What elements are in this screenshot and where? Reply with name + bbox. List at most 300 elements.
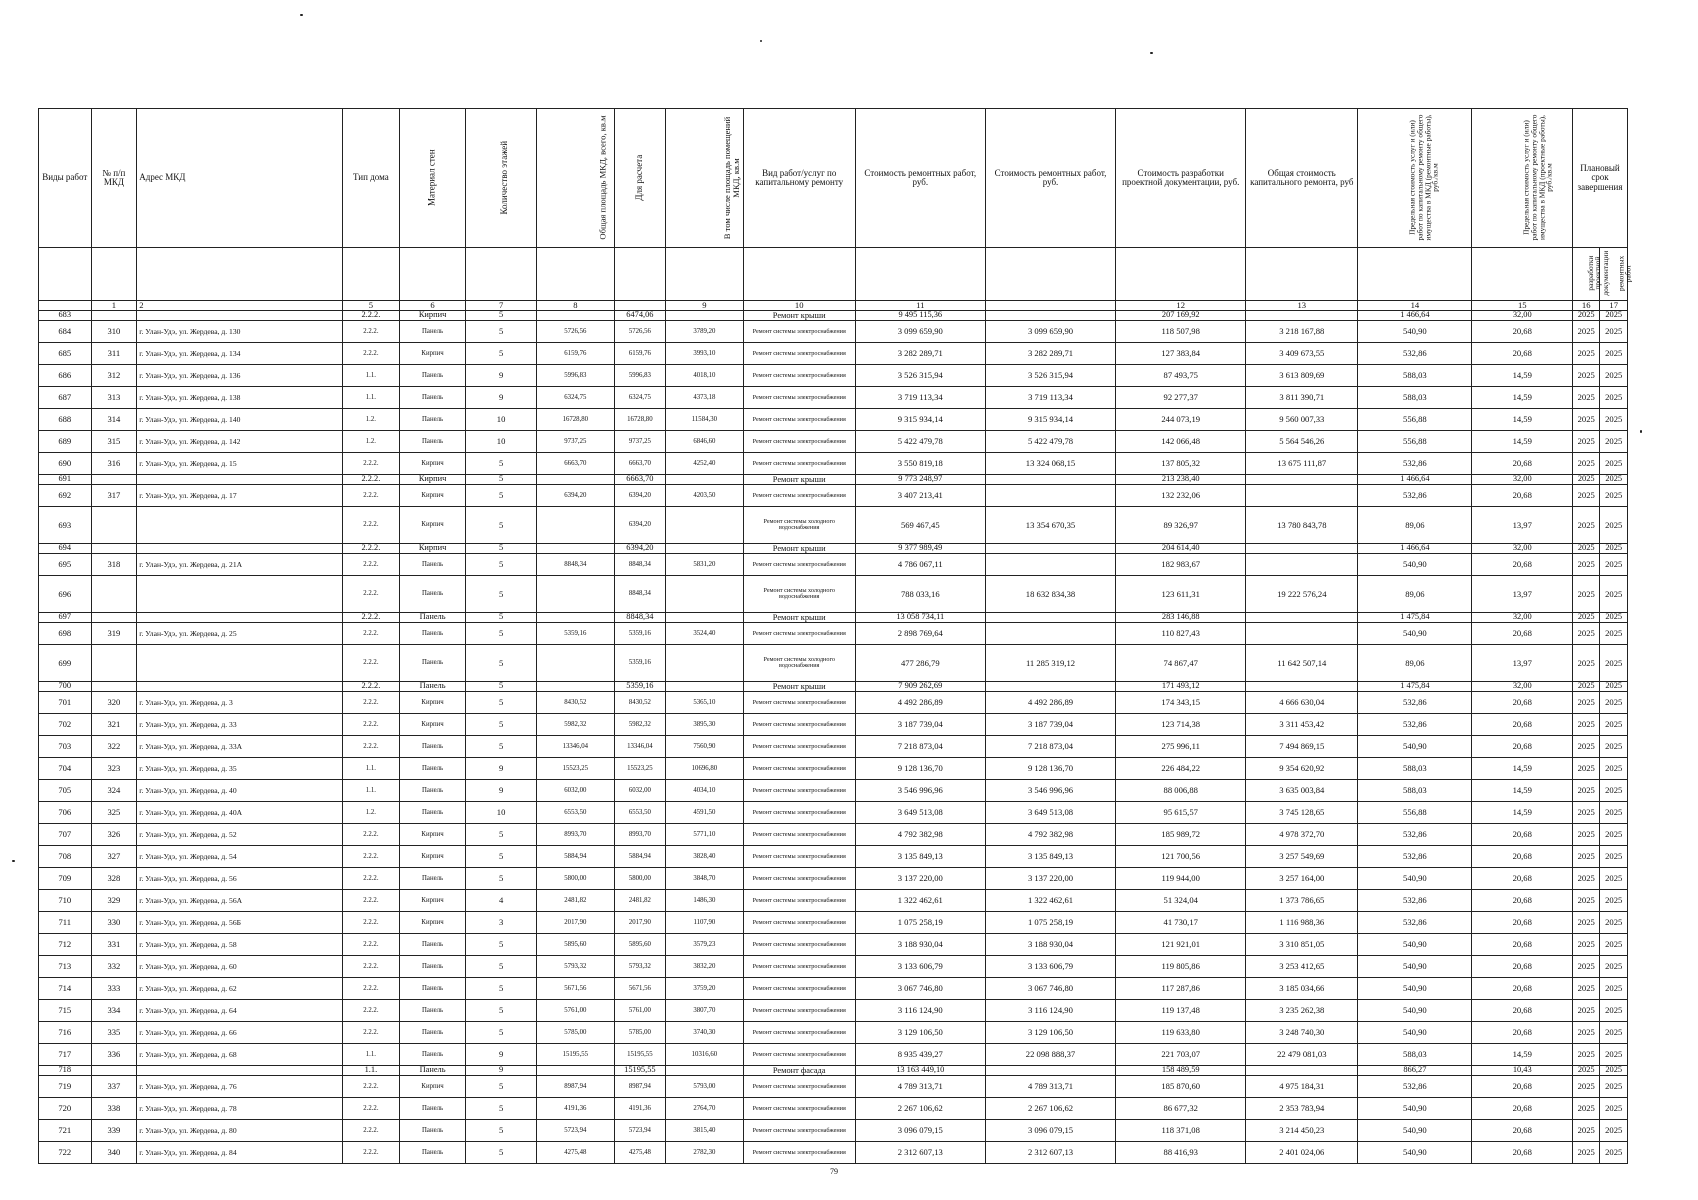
cell-calc-area: 4191,36: [614, 1098, 665, 1120]
cell-total-area: 6394,20: [537, 485, 615, 507]
cell-deadline-design: 2025: [1573, 824, 1600, 846]
cell-floors: 4: [466, 890, 537, 912]
cell-wall-material: Панель: [399, 780, 465, 802]
cell-limit-design: 20,68: [1472, 485, 1573, 507]
cell-row-index: 697: [39, 613, 92, 623]
table-row: [39, 890, 1628, 912]
cell-work-type: Ремонт системы электроснабжения: [743, 453, 855, 475]
cell-deadline-design: 2025: [1573, 1000, 1600, 1022]
cell-calc-area: 6663,70: [614, 475, 665, 485]
cell-premises-area: 7560,90: [666, 736, 744, 758]
cell-design-cost: 86 677,32: [1116, 1098, 1246, 1120]
cell-wall-material: Панель: [399, 321, 465, 343]
cell-premises-area: 1486,30: [666, 890, 744, 912]
cell-limit-design: 14,59: [1472, 1044, 1573, 1066]
cell-repair-cost-total: [985, 1066, 1115, 1076]
cell-design-cost: 244 073,19: [1116, 409, 1246, 431]
cell-work-type: Ремонт системы электроснабжения: [743, 890, 855, 912]
cell-premises-area: 4252,40: [666, 453, 744, 475]
cell-wall-material: Панель: [399, 554, 465, 576]
cell-mkd-number: [91, 613, 137, 623]
table-row: [39, 736, 1628, 758]
cell-mkd-number: 326: [91, 824, 137, 846]
cell-row-index: 717: [39, 1044, 92, 1066]
cell-calc-area: 5359,16: [614, 682, 665, 692]
cell-wall-material: Кирпич: [399, 485, 465, 507]
cell-work-type: Ремонт системы электроснабжения: [743, 1142, 855, 1164]
cell-floors: 10: [466, 409, 537, 431]
cell-wall-material: Кирпич: [399, 453, 465, 475]
cell-address: г. Улан-Удэ, ул. Жердева, д. 15: [137, 453, 343, 475]
cell-repair-cost-total: 1 075 258,19: [985, 912, 1115, 934]
cell-mkd-number: [91, 544, 137, 554]
cell-floors: 5: [466, 1142, 537, 1164]
cell-total-area: 5671,56: [537, 978, 615, 1000]
cell-total-area: [537, 613, 615, 623]
cell-deadline-design: 2025: [1573, 1066, 1600, 1076]
column-number: [39, 301, 92, 311]
cell-address: г. Улан-Удэ, ул. Жердева, д. 40: [137, 780, 343, 802]
cell-calc-area: 5785,00: [614, 1022, 665, 1044]
cell-premises-area: [666, 645, 744, 682]
cell-repair-cost-total: 3 649 513,08: [985, 802, 1115, 824]
table-row: [39, 576, 1628, 613]
cell-total-area: 5726,56: [537, 321, 615, 343]
cell-deadline-design: 2025: [1573, 613, 1600, 623]
cell-limit-design: 20,68: [1472, 736, 1573, 758]
cell-row-index: 683: [39, 311, 92, 321]
cell-premises-area: 5831,20: [666, 554, 744, 576]
cell-deadline-repair: 2025: [1600, 1022, 1628, 1044]
cell-design-cost: 110 827,43: [1116, 623, 1246, 645]
cell-wall-material: Панель: [399, 365, 465, 387]
cell-address: г. Улан-Удэ, ул. Жердева, д. 58: [137, 934, 343, 956]
cell-row-index: 694: [39, 544, 92, 554]
cell-design-cost: 118 371,08: [1116, 1120, 1246, 1142]
cell-wall-material: Панель: [399, 1000, 465, 1022]
cell-deadline-design: 2025: [1573, 507, 1600, 544]
cell-limit-repair: 1 475,84: [1358, 613, 1472, 623]
column-number-row: [39, 301, 1628, 311]
header-srok-remont: ремонтных работ: [1600, 248, 1628, 301]
cell-calc-area: 8430,52: [614, 692, 665, 714]
cell-repair-cost: 3 135 849,13: [855, 846, 985, 868]
cell-deadline-repair: 2025: [1600, 409, 1628, 431]
cell-work-type: Ремонт системы электроснабжения: [743, 409, 855, 431]
cell-limit-design: 14,59: [1472, 802, 1573, 824]
cell-mkd-number: 314: [91, 409, 137, 431]
cell-limit-design: 20,68: [1472, 453, 1573, 475]
cell-house-type: 1.1.: [342, 780, 399, 802]
cell-work-type: Ремонт системы электроснабжения: [743, 780, 855, 802]
cell-repair-cost-total: 3 282 289,71: [985, 343, 1115, 365]
cell-deadline-design: 2025: [1573, 554, 1600, 576]
table-row: [39, 934, 1628, 956]
cell-deadline-repair: 2025: [1600, 1076, 1628, 1098]
cell-wall-material: Кирпич: [399, 912, 465, 934]
cell-house-type: 2.2.2.: [342, 824, 399, 846]
cell-limit-repair: 1 475,84: [1358, 682, 1472, 692]
header-stoimost-remont-1: Стоимость ремонтных работ, руб.: [855, 109, 985, 248]
cell-deadline-design: 2025: [1573, 978, 1600, 1000]
cell-repair-cost: 3 719 113,34: [855, 387, 985, 409]
cell-limit-repair: 532,86: [1358, 453, 1472, 475]
cell-wall-material: Кирпич: [399, 890, 465, 912]
cell-row-index: 715: [39, 1000, 92, 1022]
cell-address: г. Улан-Удэ, ул. Жердева, д. 68: [137, 1044, 343, 1066]
cell-floors: 5: [466, 321, 537, 343]
cell-total-cost: 3 811 390,71: [1246, 387, 1358, 409]
cell-deadline-repair: 2025: [1600, 824, 1628, 846]
cell-mkd-number: 339: [91, 1120, 137, 1142]
cell-repair-cost-total: 3 188 930,04: [985, 934, 1115, 956]
cell-wall-material: Панель: [399, 736, 465, 758]
cell-repair-cost: 4 786 067,11: [855, 554, 985, 576]
cell-design-cost: 185 870,60: [1116, 1076, 1246, 1098]
cell-calc-area: 5895,60: [614, 934, 665, 956]
cell-deadline-design: 2025: [1573, 714, 1600, 736]
cell-limit-repair: 588,03: [1358, 758, 1472, 780]
cell-calc-area: 13346,04: [614, 736, 665, 758]
cell-work-type: Ремонт крыши: [743, 311, 855, 321]
cell-repair-cost: 3 067 746,80: [855, 978, 985, 1000]
cell-repair-cost: 3 187 739,04: [855, 714, 985, 736]
cell-total-cost: [1246, 311, 1358, 321]
capital-repair-table: [38, 108, 1634, 1164]
cell-limit-design: 20,68: [1472, 912, 1573, 934]
cell-floors: 5: [466, 956, 537, 978]
cell-row-index: 685: [39, 343, 92, 365]
header-vid-rabot: Вид работ/услуг по капитальному ремонту: [743, 109, 855, 248]
cell-limit-repair: 89,06: [1358, 507, 1472, 544]
cell-total-cost: 3 218 167,88: [1246, 321, 1358, 343]
cell-deadline-repair: 2025: [1600, 802, 1628, 824]
cell-limit-repair: 540,90: [1358, 736, 1472, 758]
cell-calc-area: 6394,20: [614, 507, 665, 544]
cell-limit-repair: 540,90: [1358, 1142, 1472, 1164]
cell-design-cost: 121 921,01: [1116, 934, 1246, 956]
cell-mkd-number: [91, 507, 137, 544]
cell-wall-material: Панель: [399, 387, 465, 409]
cell-work-type: Ремонт системы электроснабжения: [743, 321, 855, 343]
cell-total-area: 5359,16: [537, 623, 615, 645]
cell-limit-repair: 588,03: [1358, 387, 1472, 409]
cell-address: г. Улан-Удэ, ул. Жердева, д. 33: [137, 714, 343, 736]
cell-work-type: Ремонт системы электроснабжения: [743, 934, 855, 956]
cell-calc-area: 6663,70: [614, 453, 665, 475]
table-row: [39, 1142, 1628, 1164]
cell-address: [137, 613, 343, 623]
table-row: [39, 453, 1628, 475]
cell-floors: 5: [466, 714, 537, 736]
cell-house-type: 2.2.2.: [342, 475, 399, 485]
cell-work-type: Ремонт крыши: [743, 475, 855, 485]
cell-limit-repair: 532,86: [1358, 1076, 1472, 1098]
table-row: [39, 692, 1628, 714]
cell-mkd-number: 315: [91, 431, 137, 453]
cell-deadline-repair: 2025: [1600, 544, 1628, 554]
cell-address: г. Улан-Удэ, ул. Жердева, д. 35: [137, 758, 343, 780]
header-dlya-rascheta: Для расчета: [614, 109, 665, 248]
cell-calc-area: 4275,48: [614, 1142, 665, 1164]
cell-floors: 5: [466, 544, 537, 554]
cell-design-cost: 41 730,17: [1116, 912, 1246, 934]
cell-floors: 5: [466, 934, 537, 956]
cell-repair-cost: 13 058 734,11: [855, 613, 985, 623]
cell-house-type: 2.2.2.: [342, 623, 399, 645]
cell-wall-material: Панель: [399, 956, 465, 978]
cell-deadline-design: 2025: [1573, 1142, 1600, 1164]
cell-work-type: Ремонт системы электроснабжения: [743, 1098, 855, 1120]
cell-row-index: 702: [39, 714, 92, 736]
header-srok-proekt: разработки проектной документации: [1573, 248, 1600, 301]
cell-wall-material: Панель: [399, 645, 465, 682]
cell-premises-area: 10696,80: [666, 758, 744, 780]
cell-repair-cost: 3 099 659,90: [855, 321, 985, 343]
cell-work-type: Ремонт системы холодного водоснабжения: [743, 645, 855, 682]
table-row: [39, 912, 1628, 934]
cell-calc-area: 8848,34: [614, 613, 665, 623]
table-row: [39, 846, 1628, 868]
cell-address: г. Улан-Удэ, ул. Жердева, д. 56: [137, 868, 343, 890]
cell-limit-design: 20,68: [1472, 321, 1573, 343]
table-row: [39, 868, 1628, 890]
cell-address: г. Улан-Удэ, ул. Жердева, д. 84: [137, 1142, 343, 1164]
cell-deadline-repair: 2025: [1600, 736, 1628, 758]
cell-design-cost: 119 137,48: [1116, 1000, 1246, 1022]
cell-deadline-repair: 2025: [1600, 576, 1628, 613]
cell-house-type: 1.2.: [342, 802, 399, 824]
cell-wall-material: Панель: [399, 623, 465, 645]
cell-design-cost: 158 489,59: [1116, 1066, 1246, 1076]
column-number: 14: [1358, 301, 1472, 311]
cell-repair-cost-total: [985, 623, 1115, 645]
cell-deadline-design: 2025: [1573, 1098, 1600, 1120]
cell-premises-area: [666, 682, 744, 692]
cell-deadline-repair: 2025: [1600, 613, 1628, 623]
cell-row-index: 688: [39, 409, 92, 431]
table-row: [39, 824, 1628, 846]
cell-row-index: 709: [39, 868, 92, 890]
cell-row-index: 704: [39, 758, 92, 780]
cell-deadline-repair: 2025: [1600, 934, 1628, 956]
cell-limit-design: 20,68: [1472, 714, 1573, 736]
cell-limit-design: 20,68: [1472, 846, 1573, 868]
cell-mkd-number: 322: [91, 736, 137, 758]
column-number: 17: [1600, 301, 1628, 311]
cell-house-type: 2.2.2.: [342, 978, 399, 1000]
cell-row-index: 684: [39, 321, 92, 343]
cell-limit-design: 13,97: [1472, 645, 1573, 682]
table-row: [39, 1066, 1628, 1076]
cell-floors: 9: [466, 780, 537, 802]
cell-repair-cost-total: 3 067 746,80: [985, 978, 1115, 1000]
cell-limit-design: 20,68: [1472, 868, 1573, 890]
cell-repair-cost: 9 315 934,14: [855, 409, 985, 431]
cell-limit-design: 20,68: [1472, 1098, 1573, 1120]
cell-house-type: 2.2.2.: [342, 934, 399, 956]
cell-work-type: Ремонт системы электроснабжения: [743, 1022, 855, 1044]
cell-mkd-number: 335: [91, 1022, 137, 1044]
cell-repair-cost: 569 467,45: [855, 507, 985, 544]
cell-house-type: 2.2.2.: [342, 846, 399, 868]
cell-wall-material: Панель: [399, 576, 465, 613]
cell-deadline-design: 2025: [1573, 758, 1600, 780]
cell-total-cost: 13 675 111,87: [1246, 453, 1358, 475]
cell-deadline-repair: 2025: [1600, 623, 1628, 645]
cell-limit-design: 20,68: [1472, 890, 1573, 912]
cell-design-cost: 185 989,72: [1116, 824, 1246, 846]
cell-house-type: 2.2.2.: [342, 682, 399, 692]
cell-address: г. Улан-Удэ, ул. Жердева, д. 64: [137, 1000, 343, 1022]
cell-floors: 5: [466, 485, 537, 507]
cell-repair-cost-total: 13 324 068,15: [985, 453, 1115, 475]
cell-limit-design: 10,43: [1472, 1066, 1573, 1076]
header-obshchaya-stoimost: Общая стоимость капитального ремонта, руб: [1246, 109, 1358, 248]
cell-total-cost: 5 564 546,26: [1246, 431, 1358, 453]
cell-total-area: 6032,00: [537, 780, 615, 802]
cell-total-area: 8993,70: [537, 824, 615, 846]
cell-repair-cost: 3 649 513,08: [855, 802, 985, 824]
cell-total-area: 6553,50: [537, 802, 615, 824]
cell-row-index: 712: [39, 934, 92, 956]
cell-wall-material: Панель: [399, 934, 465, 956]
cell-limit-design: 20,68: [1472, 978, 1573, 1000]
cell-house-type: 2.2.2.: [342, 890, 399, 912]
table-row: [39, 365, 1628, 387]
cell-total-area: [537, 1066, 615, 1076]
cell-repair-cost-total: 3 526 315,94: [985, 365, 1115, 387]
cell-mkd-number: 313: [91, 387, 137, 409]
cell-mkd-number: 337: [91, 1076, 137, 1098]
cell-deadline-design: 2025: [1573, 1022, 1600, 1044]
cell-address: [137, 507, 343, 544]
cell-row-index: 706: [39, 802, 92, 824]
cell-limit-repair: 866,27: [1358, 1066, 1472, 1076]
cell-address: г. Улан-Удэ, ул. Жердева, д. 136: [137, 365, 343, 387]
cell-work-type: Ремонт системы электроснабжения: [743, 431, 855, 453]
cell-total-cost: 7 494 869,15: [1246, 736, 1358, 758]
cell-repair-cost-total: 1 322 462,61: [985, 890, 1115, 912]
cell-address: г. Улан-Удэ, ул. Жердева, д. 56Б: [137, 912, 343, 934]
cell-design-cost: 88 416,93: [1116, 1142, 1246, 1164]
header-nomer-mkd: № п/п МКД: [91, 109, 137, 248]
cell-calc-area: 5726,56: [614, 321, 665, 343]
table-row: [39, 475, 1628, 485]
cell-repair-cost: 13 163 449,10: [855, 1066, 985, 1076]
cell-repair-cost-total: 3 096 079,15: [985, 1120, 1115, 1142]
cell-total-area: [537, 682, 615, 692]
cell-house-type: 2.2.2.: [342, 1076, 399, 1098]
cell-wall-material: Панель: [399, 409, 465, 431]
cell-deadline-design: 2025: [1573, 311, 1600, 321]
cell-floors: 5: [466, 736, 537, 758]
cell-premises-area: 4018,10: [666, 365, 744, 387]
table-row: [39, 623, 1628, 645]
cell-repair-cost-total: 3 116 124,90: [985, 1000, 1115, 1022]
scan-speck: [12, 860, 15, 862]
cell-floors: 5: [466, 554, 537, 576]
cell-wall-material: Панель: [399, 613, 465, 623]
cell-row-index: 700: [39, 682, 92, 692]
cell-premises-area: 5793,00: [666, 1076, 744, 1098]
cell-floors: 5: [466, 623, 537, 645]
cell-floors: 5: [466, 978, 537, 1000]
cell-design-cost: 204 614,40: [1116, 544, 1246, 554]
cell-row-index: 693: [39, 507, 92, 544]
cell-total-cost: 13 780 843,78: [1246, 507, 1358, 544]
cell-total-area: 8430,52: [537, 692, 615, 714]
cell-deadline-repair: 2025: [1600, 485, 1628, 507]
cell-design-cost: 118 507,98: [1116, 321, 1246, 343]
cell-total-area: 5996,83: [537, 365, 615, 387]
cell-total-cost: [1246, 623, 1358, 645]
cell-repair-cost-total: 9 128 136,70: [985, 758, 1115, 780]
cell-row-index: 705: [39, 780, 92, 802]
cell-limit-design: 20,68: [1472, 1120, 1573, 1142]
cell-premises-area: 3815,40: [666, 1120, 744, 1142]
cell-design-cost: 132 232,06: [1116, 485, 1246, 507]
cell-deadline-repair: 2025: [1600, 475, 1628, 485]
cell-repair-cost-total: 13 354 670,35: [985, 507, 1115, 544]
cell-deadline-design: 2025: [1573, 1076, 1600, 1098]
cell-premises-area: [666, 1066, 744, 1076]
table-row: [39, 343, 1628, 365]
header-predel-proekt: Предельная стоимость услуг и (или) работ по капитальному ремонту общего имущества в МКД (проектные работы), руб./кв.м: [1472, 109, 1573, 248]
cell-total-cost: 3 311 453,42: [1246, 714, 1358, 736]
cell-deadline-repair: 2025: [1600, 645, 1628, 682]
cell-limit-repair: 540,90: [1358, 978, 1472, 1000]
cell-address: г. Улан-Удэ, ул. Жердева, д. 66: [137, 1022, 343, 1044]
cell-wall-material: Кирпич: [399, 311, 465, 321]
column-number: 9: [666, 301, 744, 311]
cell-repair-cost-total: 4 789 313,71: [985, 1076, 1115, 1098]
cell-address: г. Улан-Удэ, ул. Жердева, д. 40А: [137, 802, 343, 824]
cell-wall-material: Кирпич: [399, 1076, 465, 1098]
cell-address: [137, 576, 343, 613]
cell-wall-material: Панель: [399, 682, 465, 692]
cell-deadline-design: 2025: [1573, 623, 1600, 645]
cell-address: г. Улан-Удэ, ул. Жердева, д. 52: [137, 824, 343, 846]
cell-total-area: 4191,36: [537, 1098, 615, 1120]
cell-limit-design: 32,00: [1472, 311, 1573, 321]
page-number: 79: [830, 1167, 838, 1176]
cell-limit-repair: 540,90: [1358, 868, 1472, 890]
cell-mkd-number: 323: [91, 758, 137, 780]
cell-deadline-repair: 2025: [1600, 387, 1628, 409]
cell-deadline-repair: 2025: [1600, 912, 1628, 934]
cell-address: [137, 544, 343, 554]
cell-design-cost: 89 326,97: [1116, 507, 1246, 544]
cell-floors: 5: [466, 846, 537, 868]
cell-deadline-design: 2025: [1573, 846, 1600, 868]
cell-deadline-design: 2025: [1573, 475, 1600, 485]
cell-total-area: 6159,76: [537, 343, 615, 365]
cell-repair-cost-total: 22 098 888,37: [985, 1044, 1115, 1066]
cell-row-index: 690: [39, 453, 92, 475]
cell-address: г. Улан-Удэ, ул. Жердева, д. 80: [137, 1120, 343, 1142]
cell-repair-cost: 9 128 136,70: [855, 758, 985, 780]
cell-mkd-number: 316: [91, 453, 137, 475]
cell-repair-cost: 9 773 248,97: [855, 475, 985, 485]
cell-work-type: Ремонт крыши: [743, 613, 855, 623]
table-row: [39, 544, 1628, 554]
cell-address: [137, 475, 343, 485]
cell-work-type: Ремонт системы электроснабжения: [743, 846, 855, 868]
cell-house-type: 2.2.2.: [342, 1022, 399, 1044]
header-adres: Адрес МКД: [137, 109, 343, 248]
cell-design-cost: 92 277,37: [1116, 387, 1246, 409]
